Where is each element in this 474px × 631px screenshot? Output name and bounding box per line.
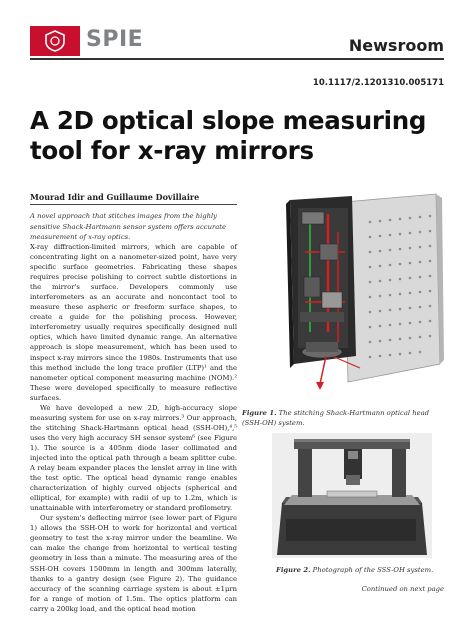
spie-emblem-icon [43,29,67,53]
figure-2-label: Figure 2. [276,566,311,574]
figure-1-caption-text: The stitching Shack-Hartmann optical head (SSH-OH) system. [242,409,430,427]
abstract: A novel approach that stitches images from the highly sensitive Shack-Hartmann sensor system offers accurate measurement of x-ray optics. [30,212,227,241]
logo-text: SPIE [86,27,144,52]
authors: Mourad Idir and Guillaume Dovillaire [30,192,200,202]
body-paragraph: Our system's deflecting mirror (see lower part of Figure 1) allows the SSH-OH to work for horizontal and vertical geometry to test the x-ray mirror under the beamline. We can make the change from horizontal to vertical testing geometry in less than a minute. The measuring area of the SSH-OH covers 1500mm in length and 300mm laterally, thanks to a gantry design (see Figure 2). The guidance accuracy of the scanning carriage system is about ±1μrn for a range of motion of 1.5m. The optics platform can carry a 200kg load, and the optical head motion [30,514,237,613]
figure-1-image [260,192,444,405]
figure-2-caption [276,566,446,574]
page-header [0,0,474,70]
section-title: Newsroom [348,36,444,55]
figure-2-caption-text: Photograph of the SSS-OH system. [312,566,434,574]
authors-rule [30,204,237,205]
body-paragraph: We have developed a new 2D, high-accuracy slope measuring system for use on x-ray mirrors.³ Our approach, the stitching Shack-Hartmann optical head (SSH-OH),⁴,⁵ uses the very high accuracy SH sensor system⁶ (see Figure 1). The source is a 405nm diode laser collimated and injected into the optical path through a beam splitter cube. A relay beam expander places the lenslet array in line with the test optic. The optical head dynamic range enables characterization of highly curved objects (spherical and elliptical, for example) with radii of up to 1.2m, which is unattainable with interferometry or standard profilometry. [30,403,237,513]
figure-1-label: Figure 1. [242,409,277,417]
continued-note: Continued on next page [361,585,444,593]
figure-2-image [272,433,432,558]
spie-logo-mark [30,26,80,56]
article-title: A 2D optical slope measuring tool for x-ray mirrors [30,106,427,165]
figure-1-caption [242,408,447,428]
article-body [30,242,237,614]
doi: 10.1117/2.1201310.005171 [312,78,444,88]
header-rule [30,58,444,60]
body-paragraph: X-ray diffraction-limited mirrors, which are capable of concentrating light on a nanometer-sized point, have very specific surface geometries. Fabricating these shapes requires precise polishing to correct subtle distortions in the mirror's surface. Developers commonly use interferometers as an accurate and noncontact tool to measure these aspheric or freeform surface shapes, to create a guide for the polishing process. However, interferometry usually requires specifically designed null optics, which have limited dynamic range. An alternative approach is slope measurement, which has been used to inspect x-ray mirrors since the 1980s. Instruments that use this method include the long trace profiler (LTP)¹ and the nanometer optical component measuring machine (NOM).² These were developed specifically to measure reflective surfaces. [30,243,237,402]
